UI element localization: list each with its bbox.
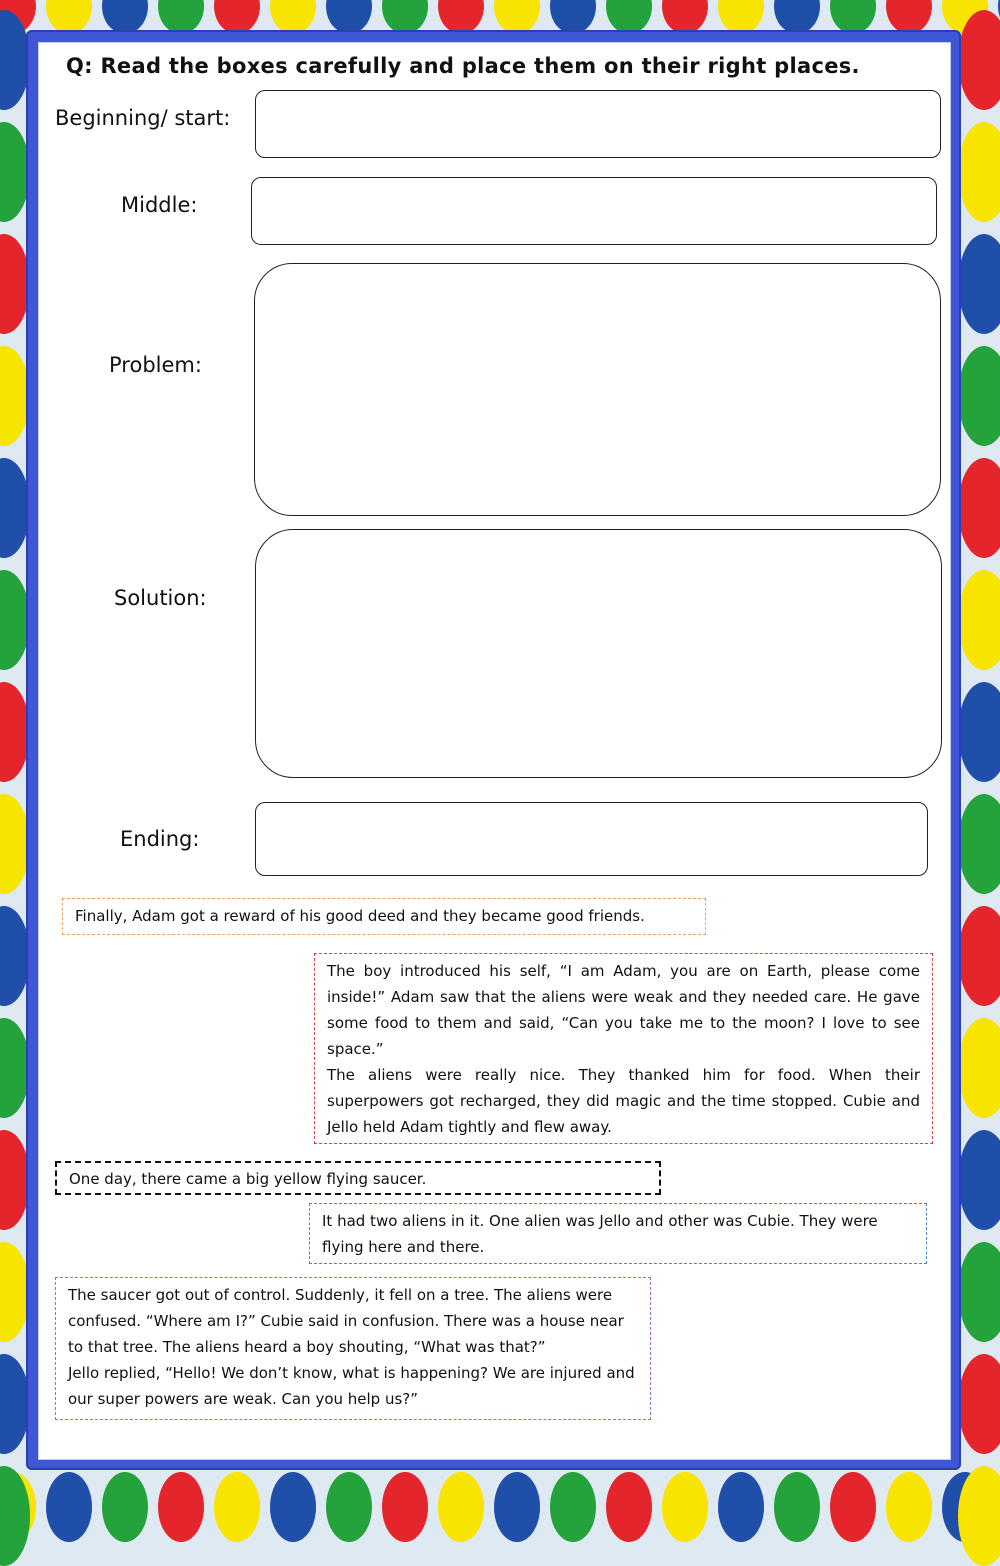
- border-oval: [550, 0, 596, 34]
- border-oval: [958, 794, 1000, 894]
- card-text: It had two aliens in it. One alien was Jello and other was Cubie. They were flying here and there.: [322, 1212, 878, 1256]
- border-oval: [158, 0, 204, 34]
- border-oval: [326, 1472, 372, 1542]
- border-oval: [270, 0, 316, 34]
- drop-zone-problem[interactable]: [254, 263, 941, 516]
- border-oval: [438, 1472, 484, 1542]
- border-oval: [102, 0, 148, 34]
- border-oval: [494, 0, 540, 34]
- border-oval: [382, 0, 428, 34]
- border-oval: [774, 1472, 820, 1542]
- label-ending: Ending:: [120, 827, 200, 851]
- border-oval: [830, 1472, 876, 1542]
- border-oval: [958, 122, 1000, 222]
- border-oval: [214, 1472, 260, 1542]
- card-text: Finally, Adam got a reward of his good deed and they became good friends.: [75, 907, 645, 925]
- label-beginning: Beginning/ start:: [55, 106, 231, 130]
- border-oval: [550, 1472, 596, 1542]
- border-oval: [958, 570, 1000, 670]
- question-heading: Q: Read the boxes carefully and place them on their right places.: [66, 54, 860, 78]
- border-oval: [662, 1472, 708, 1542]
- border-oval: [718, 0, 764, 34]
- border-oval: [886, 0, 932, 34]
- border-oval: [886, 1472, 932, 1542]
- border-oval: [46, 1472, 92, 1542]
- story-card-boy-introduced[interactable]: [314, 953, 933, 1144]
- border-oval: [830, 0, 876, 34]
- border-oval: [606, 1472, 652, 1542]
- card-text-paragraph-1: The saucer got out of control. Suddenly, it fell on a tree. The aliens were confused. “Where am I?” Cubie said in confusion. There was a house near to that tree. The aliens heard a boy shouting, “What was that?”: [68, 1286, 624, 1356]
- border-oval: [958, 682, 1000, 782]
- border-oval: [958, 10, 1000, 110]
- border-oval: [958, 458, 1000, 558]
- drop-zone-ending[interactable]: [255, 802, 928, 876]
- border-oval: [326, 0, 372, 34]
- label-problem: Problem:: [109, 353, 202, 377]
- border-oval: [958, 234, 1000, 334]
- border-oval: [438, 0, 484, 34]
- card-text-paragraph-2: Jello replied, “Hello! We don’t know, what is happening? We are injured and our super powers are weak. Can you help us?”: [68, 1364, 635, 1408]
- border-oval: [958, 1130, 1000, 1230]
- story-card-saucer[interactable]: [55, 1277, 651, 1420]
- card-text-paragraph-2: The aliens were really nice. They thanked him for food. When their superpowers got recharged, they did magic and the time stopped. Cubie and Jello held Adam tightly and flew away.: [327, 1066, 920, 1136]
- drop-zone-middle[interactable]: [251, 177, 937, 245]
- border-oval: [958, 1466, 1000, 1566]
- border-oval: [494, 1472, 540, 1542]
- border-oval: [46, 0, 92, 34]
- story-card-two-aliens[interactable]: [309, 1203, 927, 1264]
- border-oval: [958, 1354, 1000, 1454]
- border-oval: [270, 1472, 316, 1542]
- label-solution: Solution:: [114, 586, 207, 610]
- border-oval: [958, 1242, 1000, 1342]
- border-oval: [382, 1472, 428, 1542]
- story-card-one-day[interactable]: [55, 1161, 661, 1195]
- border-oval: [958, 1018, 1000, 1118]
- border-oval: [958, 346, 1000, 446]
- card-text-paragraph-1: The boy introduced his self, “I am Adam, you are on Earth, please come inside!” Adam saw that the aliens were weak and they needed care. He gave some food to them and said, “Can you take me to the moon? I love to see space.”: [327, 962, 920, 1058]
- drop-zone-solution[interactable]: [255, 529, 942, 778]
- border-oval: [158, 1472, 204, 1542]
- border-oval: [102, 1472, 148, 1542]
- label-middle: Middle:: [121, 193, 198, 217]
- border-oval: [662, 0, 708, 34]
- drop-zone-beginning[interactable]: [255, 90, 941, 158]
- border-oval: [606, 0, 652, 34]
- border-oval: [718, 1472, 764, 1542]
- card-text: One day, there came a big yellow flying saucer.: [69, 1170, 427, 1188]
- story-card-finally[interactable]: [62, 898, 706, 935]
- border-oval: [214, 0, 260, 34]
- border-oval: [958, 906, 1000, 1006]
- border-oval: [774, 0, 820, 34]
